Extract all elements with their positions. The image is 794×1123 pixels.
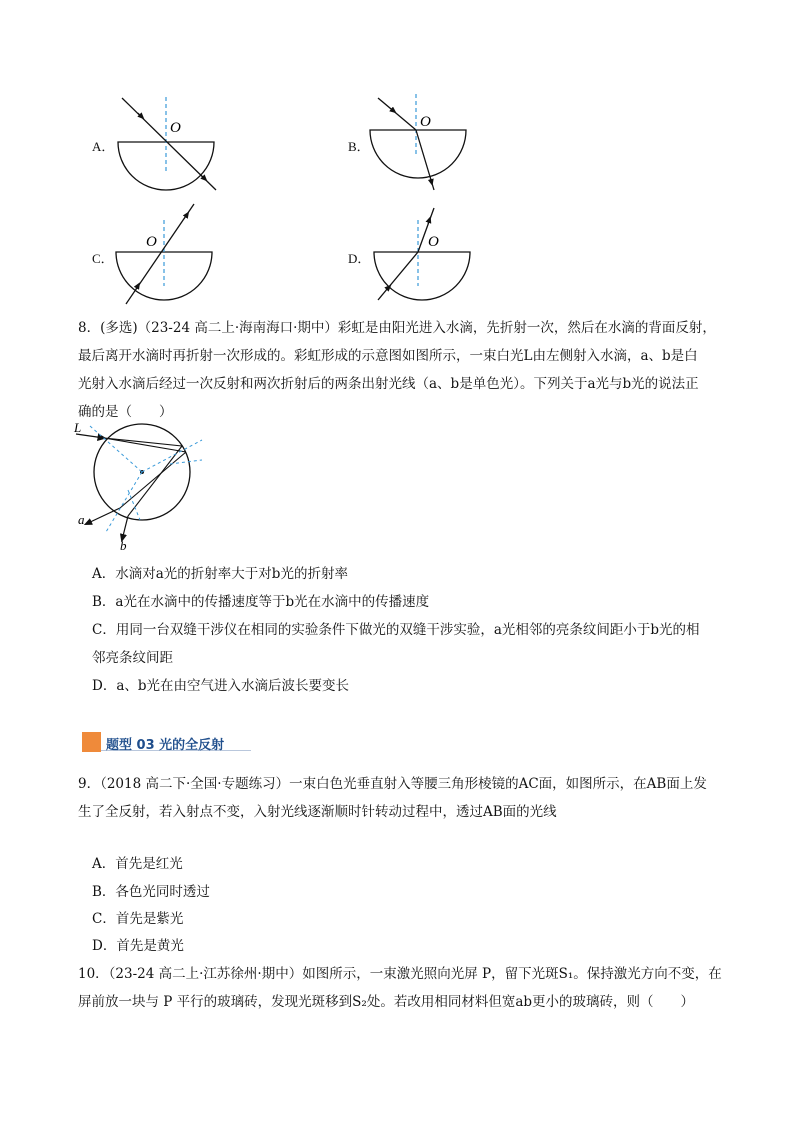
reflected-ray-b [128,446,182,516]
option-b-figure[interactable] [366,92,486,202]
label-l: L [74,420,82,435]
q8-stem-line-2: 最后离开水滴时再折射一次形成的。彩虹形成的示意图如图所示，一束白光L由左侧射入水滴，a、b是白 [78,348,698,364]
q10-stem-line-1: 10．（23-24 高二上·江苏徐州·期中）如图所示，一束激光照向光屏 P，留下光斑S₁。保持激光方向不变，在 [78,966,722,982]
tangent-2 [128,490,140,520]
label-a: a [78,512,85,527]
q9-stem-line-2: 生了全反射，若入射点不变，入射光线逐渐顺时针转动过程中，透过AB面的光线 [78,804,557,820]
arrow-out [200,174,206,180]
label-b: b [120,538,127,553]
q8-option-d[interactable]: D．a、b光在由空气进入水滴后波长要变长 [92,678,350,694]
normal-1 [90,426,142,472]
option-a-figure[interactable] [110,92,230,202]
section-title: 题型 03 光的全反射 [106,738,225,753]
incident-ray [378,98,416,130]
option-c-label[interactable]: C． [92,251,114,266]
reflected-ray-a [120,452,186,508]
q10-stem-line-2: 屏前放一块与 P 平行的玻璃砖，发现光斑移到S₂处。若改用相同材料但宽ab更小的玻璃砖，则（ ） [78,994,695,1010]
arrow-out [430,176,432,184]
q8-option-a[interactable]: A．水滴对a光的折射率大于对b光的折射率 [92,566,348,582]
semicircle-glass [374,252,470,300]
point-o: O [146,234,157,250]
incident-ray [378,252,418,300]
q8-stem-line-3: 光射入水滴后经过一次反射和两次折射后的两条出射光线（a、b是单色光）。下列关于a光与b光的说法正 [78,376,699,392]
option-b-label[interactable]: B． [348,139,370,154]
q8-option-c-cont: 邻亮条纹间距 [92,650,173,666]
q8-option-c[interactable]: C．用同一台双缝干涉仪在相同的实验条件下做光的双缝干涉实验，a光相邻的亮条纹间距小于b光的相 [92,622,700,638]
q8-stem-line-1: 8．(多选)（23-24 高二上·海南海口·期中）彩虹是由阳光进入水滴，先折射一次，然后在水滴的背面反射， [78,320,716,336]
arrow-in [138,113,143,118]
arrow-in [390,108,395,112]
q8-stem-line-4: 确的是（ ） [78,404,173,420]
q9-option-a[interactable]: A．首先是红光 [92,856,183,872]
section-marker [82,732,101,752]
exit-ray-a [86,508,120,524]
option-d-figure[interactable] [366,200,486,310]
option-a-label[interactable]: A． [92,139,115,154]
option-c-figure[interactable] [110,200,230,310]
q9-option-d[interactable]: D．首先是黄光 [92,938,184,954]
q9-option-c[interactable]: C．首先是紫光 [92,911,184,927]
rainbow-drop-figure [70,420,220,555]
point-o: O [428,234,439,250]
point-o: O [420,114,431,130]
q9-option-b[interactable]: B．各色光同时透过 [92,884,210,900]
exit-ray-b [122,516,128,540]
point-o: O [170,120,181,136]
arrow-out [184,213,188,219]
q8-option-b[interactable]: B．a光在水滴中的传播速度等于b光在水滴中的传播速度 [92,594,430,610]
q9-stem-line-1: 9．（2018 高二下·全国·专题练习）一束白色光垂直射入等腰三角形棱镜的AC面，如图所示，在AB面上发 [78,776,707,792]
normal-3 [106,472,142,532]
option-d-label[interactable]: D． [348,251,371,266]
